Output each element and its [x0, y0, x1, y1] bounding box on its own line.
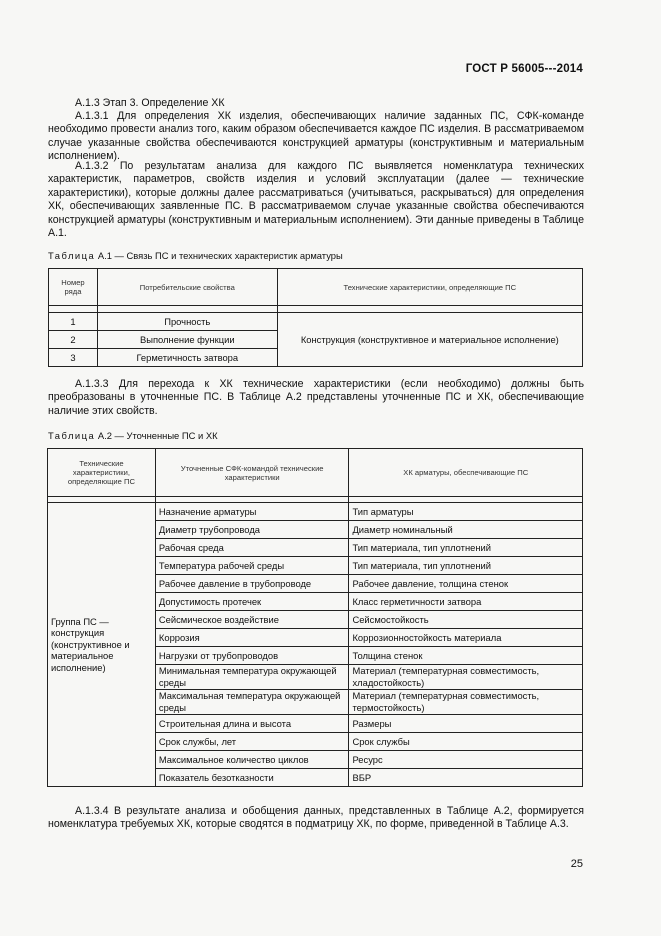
tech-characteristic-cell: Максимальная температура окружающей среды [155, 690, 349, 715]
header-cell: Номер ряда [49, 269, 98, 306]
caption-text: А.1 — Связь ПС и технических характеристик арматуры [97, 250, 343, 261]
merged-characteristic: Конструкция (конструктивное и материальное исполнение) [277, 313, 582, 367]
page-number: 25 [570, 858, 583, 870]
row-property: Герметичность затвора [97, 349, 277, 367]
tech-characteristic-cell: Минимальная температура окружающей среды [155, 665, 349, 690]
xk-cell: Коррозионностойкость материала [349, 629, 583, 647]
paragraph-text: А.1.3.2 По результатам анализа для каждого ПС выявляется номенклатура технических характеристик, параметров, свойств изделия и условий эксплуатации (далее — технические характеристики), которые должны далее рассматриваться (учитываться, раскрываться) для определения ХК, обеспечивающих заявленные ПС. В рассматриваемом случае указанные свойства обеспечиваются конструкцией арматуры (конструктивным и материальным исполнением). Эти данные приведены в Таблице А.1. [48, 160, 584, 240]
header-cell: ХК арматуры, обеспечивающие ПС [349, 449, 583, 497]
tech-characteristic-cell: Рабочая среда [155, 539, 349, 557]
xk-cell: Класс герметичности затвора [349, 593, 583, 611]
tech-characteristic-cell: Диаметр трубопровода [155, 521, 349, 539]
caption-text: А.2 — Уточненные ПС и ХК [97, 430, 218, 441]
xk-cell: Тип материала, тип уплотнений [349, 557, 583, 575]
xk-cell: Ресурс [349, 751, 583, 769]
tech-characteristic-cell: Допустимость протечек [155, 593, 349, 611]
table-a2-caption [48, 430, 218, 441]
xk-cell: Размеры [349, 715, 583, 733]
row-number: 3 [49, 349, 98, 367]
xk-cell: Срок службы [349, 733, 583, 751]
section-title-text: А.1.3 Этап 3. Определение ХК [75, 97, 225, 109]
table-header-row [48, 449, 583, 497]
xk-cell: Диаметр номинальный [349, 521, 583, 539]
xk-cell: Тип арматуры [349, 503, 583, 521]
tech-characteristic-cell: Сейсмическое воздействие [155, 611, 349, 629]
xk-cell: ВБР [349, 769, 583, 787]
tech-characteristic-cell: Нагрузки от трубопроводов [155, 647, 349, 665]
tech-characteristic-cell: Назначение арматуры [155, 503, 349, 521]
tech-characteristic-cell: Показатель безотказности [155, 769, 349, 787]
table-gap-row [49, 306, 583, 313]
table-header-row [49, 269, 583, 306]
row-property: Прочность [97, 313, 277, 331]
table-row [48, 503, 583, 521]
table-a1-caption [48, 250, 343, 261]
header-cell: Уточненные СФК-командой технические характеристики [155, 449, 349, 497]
tech-characteristic-cell: Строительная длина и высота [155, 715, 349, 733]
tech-characteristic-cell: Температура рабочей среды [155, 557, 349, 575]
xk-cell: Толщина стенок [349, 647, 583, 665]
document-header: ГОСТ Р 56005---2014 [465, 63, 583, 75]
caption-word: Таблица [48, 250, 96, 261]
paragraph-a1-3-1 [48, 110, 584, 164]
header-cell: Потребительские свойства [97, 269, 277, 306]
xk-cell: Рабочее давление, толщина стенок [349, 575, 583, 593]
row-number: 2 [49, 331, 98, 349]
row-property: Выполнение функции [97, 331, 277, 349]
group-cell: Группа ПС — конструкция (конструктивное и материальное исполнение) [48, 503, 156, 787]
row-number: 1 [49, 313, 98, 331]
paragraph-text: А.1.3.1 Для определения ХК изделия, обеспечивающих наличие заданных ПС, СФК-команде необходимо провести анализ того, каким образом обеспечивается каждое ПС изделия. В рассматриваемом случае указанные свойства обеспечиваются конструкцией арматуры (конструктивным и материальным исполнением). [48, 110, 584, 163]
paragraph-text: А.1.3.3 Для перехода к ХК технические характеристики (если необходимо) должны быть преобразованы в уточненные ПС. В Таблице А.2 представлены уточненные ПС и ХК, обеспечивающие наличие этих свойств. [48, 378, 584, 417]
xk-cell: Тип материала, тип уплотнений [349, 539, 583, 557]
xk-cell: Материал (температурная совместимость, термостойкость) [349, 690, 583, 715]
paragraph-text: А.1.3.4 В результате анализа и обобщения данных, представленных в Таблице А.2, формируется номенклатура требуемых ХК, которые сводятся в подматрицу ХК, по форме, приведенной в Таблице А.3. [48, 805, 584, 831]
tech-characteristic-cell: Коррозия [155, 629, 349, 647]
xk-cell: Материал (температурная совместимость, хладостойкость) [349, 665, 583, 690]
header-cell: Технические характеристики, определяющие ПС [277, 269, 582, 306]
paragraph-a1-3-2 [48, 160, 584, 240]
table-a2 [47, 448, 583, 787]
section-title [48, 97, 584, 110]
tech-characteristic-cell: Срок службы, лет [155, 733, 349, 751]
tech-characteristic-cell: Максимальное количество циклов [155, 751, 349, 769]
header-cell: Технические характеристики, определяющие ПС [48, 449, 156, 497]
table-a1 [48, 268, 583, 367]
table-row [49, 313, 583, 331]
xk-cell: Сейсмостойкость [349, 611, 583, 629]
paragraph-a1-3-3 [48, 378, 584, 418]
tech-characteristic-cell: Рабочее давление в трубопроводе [155, 575, 349, 593]
paragraph-a1-3-4 [48, 805, 584, 832]
caption-word: Таблица [48, 430, 96, 441]
